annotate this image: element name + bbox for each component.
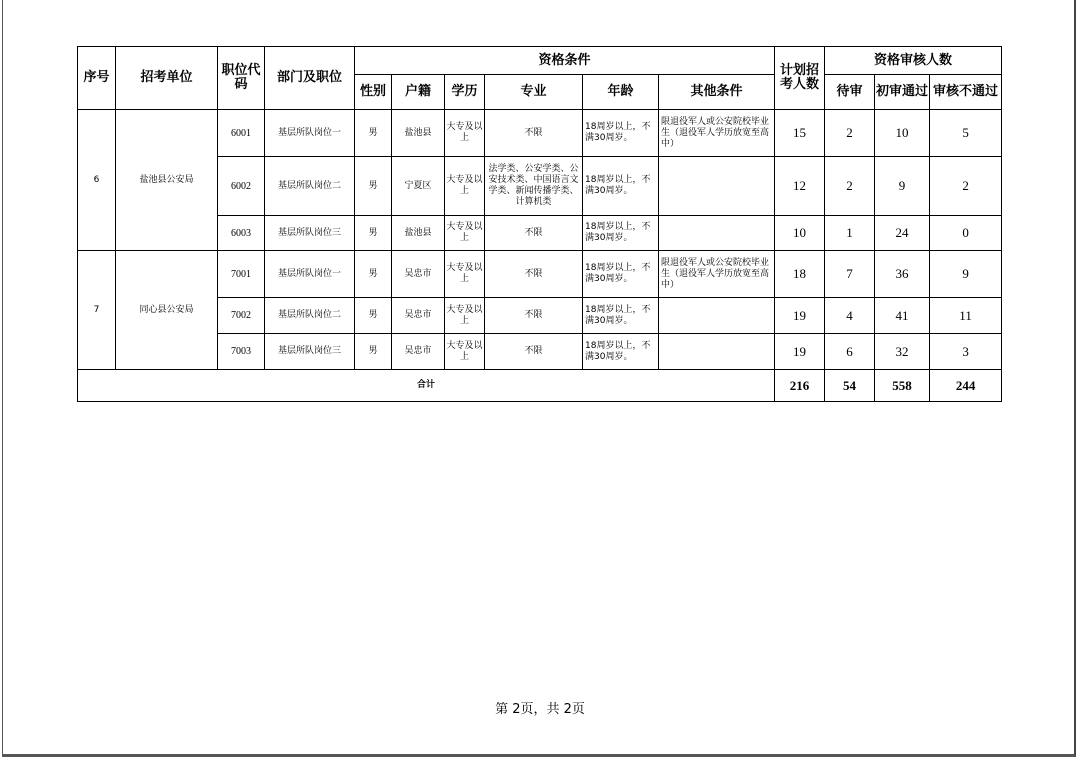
- recruitment-table: [77, 46, 1002, 402]
- table-row: [78, 110, 1002, 157]
- fail-cell: 5: [930, 110, 1002, 157]
- header-review: 资格审核人数: [825, 47, 1002, 75]
- major-cell: 不限: [485, 334, 583, 370]
- age-cell: 18周岁以上，不满30周岁。: [583, 251, 659, 298]
- seq-cell: 7: [78, 251, 116, 370]
- gender-cell: 男: [355, 216, 392, 251]
- pending-cell: 4: [825, 298, 875, 334]
- total-label: 合计: [78, 370, 775, 402]
- header-age: 年龄: [583, 75, 659, 110]
- pending-cell: 2: [825, 157, 875, 216]
- table-row: [78, 251, 1002, 298]
- gender-cell: 男: [355, 251, 392, 298]
- other-cell: [659, 298, 775, 334]
- unit-cell: 同心县公安局: [116, 251, 218, 370]
- edu-cell: 大专及以上: [445, 334, 485, 370]
- pending-cell: 1: [825, 216, 875, 251]
- hukou-cell: 宁夏区: [392, 157, 445, 216]
- gender-cell: 男: [355, 157, 392, 216]
- plan-cell: 15: [775, 110, 825, 157]
- pending-cell: 2: [825, 110, 875, 157]
- age-cell: 18周岁以上，不满30周岁。: [583, 216, 659, 251]
- fail-cell: 3: [930, 334, 1002, 370]
- other-cell: 限退役军人或公安院校毕业生（退役军人学历放宽至高中）: [659, 251, 775, 298]
- major-cell: 不限: [485, 251, 583, 298]
- header-plan: 计划招考人数: [775, 47, 825, 110]
- header-seq: 序号: [78, 47, 116, 110]
- plan-cell: 18: [775, 251, 825, 298]
- age-cell: 18周岁以上，不满30周岁。: [583, 157, 659, 216]
- other-cell: [659, 216, 775, 251]
- other-cell: [659, 334, 775, 370]
- total-fail: 244: [930, 370, 1002, 402]
- hukou-cell: 吴忠市: [392, 334, 445, 370]
- code-cell: 6001: [218, 110, 265, 157]
- pass-cell: 36: [875, 251, 930, 298]
- pass-cell: 24: [875, 216, 930, 251]
- pass-cell: 32: [875, 334, 930, 370]
- pending-cell: 7: [825, 251, 875, 298]
- plan-cell: 10: [775, 216, 825, 251]
- gender-cell: 男: [355, 298, 392, 334]
- dept-cell: 基层所队岗位三: [265, 216, 355, 251]
- header-dept: 部门及职位: [265, 47, 355, 110]
- plan-cell: 12: [775, 157, 825, 216]
- other-cell: [659, 157, 775, 216]
- edu-cell: 大专及以上: [445, 110, 485, 157]
- header-edu: 学历: [445, 75, 485, 110]
- code-cell: 7001: [218, 251, 265, 298]
- header-pass: 初审通过: [875, 75, 930, 110]
- edu-cell: 大专及以上: [445, 251, 485, 298]
- header-gender: 性别: [355, 75, 392, 110]
- hukou-cell: 吴忠市: [392, 298, 445, 334]
- page-footer: 第 2页，共 2页: [495, 702, 585, 717]
- age-cell: 18周岁以上，不满30周岁。: [583, 334, 659, 370]
- total-plan: 216: [775, 370, 825, 402]
- hukou-cell: 盐池县: [392, 216, 445, 251]
- fail-cell: 2: [930, 157, 1002, 216]
- header-qualification: 资格条件: [355, 47, 775, 75]
- header-fail: 审核不通过: [930, 75, 1002, 110]
- seq-cell: 6: [78, 110, 116, 251]
- edu-cell: 大专及以上: [445, 216, 485, 251]
- hukou-cell: 吴忠市: [392, 251, 445, 298]
- dept-cell: 基层所队岗位三: [265, 334, 355, 370]
- code-cell: 7002: [218, 298, 265, 334]
- gender-cell: 男: [355, 110, 392, 157]
- header-code: 职位代码: [218, 47, 265, 110]
- fail-cell: 11: [930, 298, 1002, 334]
- dept-cell: 基层所队岗位一: [265, 110, 355, 157]
- other-cell: 限退役军人或公安院校毕业生（退役军人学历放宽至高中）: [659, 110, 775, 157]
- age-cell: 18周岁以上，不满30周岁。: [583, 110, 659, 157]
- total-pass: 558: [875, 370, 930, 402]
- major-cell: 不限: [485, 298, 583, 334]
- unit-cell: 盐池县公安局: [116, 110, 218, 251]
- pass-cell: 9: [875, 157, 930, 216]
- edu-cell: 大专及以上: [445, 298, 485, 334]
- hukou-cell: 盐池县: [392, 110, 445, 157]
- age-cell: 18周岁以上，不满30周岁。: [583, 298, 659, 334]
- header-major: 专业: [485, 75, 583, 110]
- pass-cell: 41: [875, 298, 930, 334]
- header-hukou: 户籍: [392, 75, 445, 110]
- fail-cell: 9: [930, 251, 1002, 298]
- pass-cell: 10: [875, 110, 930, 157]
- dept-cell: 基层所队岗位二: [265, 298, 355, 334]
- major-cell: 不限: [485, 110, 583, 157]
- code-cell: 6002: [218, 157, 265, 216]
- dept-cell: 基层所队岗位二: [265, 157, 355, 216]
- total-pending: 54: [825, 370, 875, 402]
- major-cell: 法学类、公安学类、公安技术类、中国语言文学类、新闻传播学类、计算机类: [485, 157, 583, 216]
- plan-cell: 19: [775, 334, 825, 370]
- header-pending: 待审: [825, 75, 875, 110]
- major-cell: 不限: [485, 216, 583, 251]
- header-other: 其他条件: [659, 75, 775, 110]
- total-row: [78, 370, 1002, 402]
- dept-cell: 基层所队岗位一: [265, 251, 355, 298]
- pending-cell: 6: [825, 334, 875, 370]
- code-cell: 6003: [218, 216, 265, 251]
- edu-cell: 大专及以上: [445, 157, 485, 216]
- fail-cell: 0: [930, 216, 1002, 251]
- plan-cell: 19: [775, 298, 825, 334]
- gender-cell: 男: [355, 334, 392, 370]
- code-cell: 7003: [218, 334, 265, 370]
- header-unit: 招考单位: [116, 47, 218, 110]
